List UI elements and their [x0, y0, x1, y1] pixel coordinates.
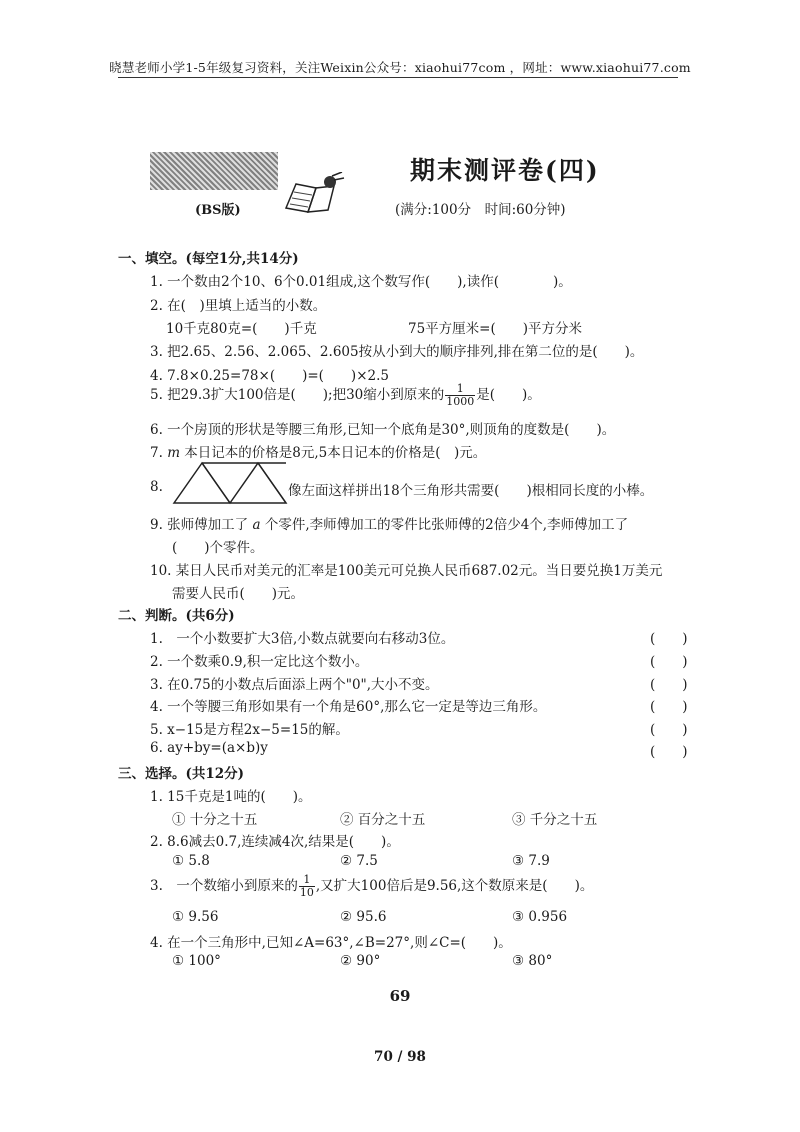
fill-q10-line2: 需要人民币( )元。: [172, 586, 305, 602]
choice-q1-opt1: ① 十分之十五: [172, 812, 258, 828]
triangle-matchstick-figure: [172, 461, 290, 505]
choice-q3: 3. 一个数缩小到原来的 $\frac{1}{10}$ ,又扩大100倍后是9.56,这个数原来是( )。: [150, 873, 594, 899]
fill-q4: 4. 7.8×0.25=78×( )=( )×2.5: [150, 368, 389, 384]
section1-heading: 一、填空。(每空1分,共14分): [118, 251, 299, 267]
edition-label: (BS版): [195, 203, 241, 218]
fill-q8-number: 8.: [150, 479, 163, 495]
fill-q2a: 10千克80克=( )千克: [166, 321, 317, 337]
exam-title: 期末测评卷(四): [410, 156, 600, 185]
choice-q2: 2. 8.6减去0.7,连续减4次,结果是( )。: [150, 834, 400, 850]
judge-q3-blank: ( ): [650, 677, 688, 693]
choice-q1-opt2: ② 百分之十五: [340, 812, 426, 828]
choice-q1: 1. 15千克是1吨的( )。: [150, 789, 312, 805]
page-header: 晓慧老师小学1-5年级复习资料，关注Weixin公众号：xiaohui77com ，网址：www.xiaohui77.com: [109, 60, 691, 75]
choice-q3-opt1: ① 9.56: [172, 909, 219, 925]
fill-q2: 2. 在( )里填上适当的小数。: [150, 298, 327, 314]
judge-q2: 2. 一个数乘0.9,积一定比这个数小。: [150, 654, 369, 670]
fill-q6: 6. 一个房顶的形状是等腰三角形,已知一个底角是30°,则顶角的度数是( )。: [150, 422, 616, 438]
choice-q4-opt2: ② 90°: [340, 953, 381, 969]
page-count: 70 / 98: [374, 1049, 426, 1065]
fraction-1-1000: $\frac{1}{1000}$: [446, 382, 475, 408]
judge-q5-blank: ( ): [650, 722, 688, 738]
choice-q4: 4. 在一个三角形中,已知∠A=63°,∠B=27°,则∠C=( )。: [150, 935, 512, 951]
choice-q2-opt2: ② 7.5: [340, 853, 378, 869]
section2-heading: 二、判断。(共6分): [118, 608, 235, 624]
choice-q1-opt3: ③ 千分之十五: [512, 812, 598, 828]
page-number: 69: [389, 987, 411, 1005]
fill-q8: 像左面这样拼出18个三角形共需要( )根相同长度的小棒。: [288, 483, 654, 499]
judge-q4-blank: ( ): [650, 699, 688, 715]
fill-q5-part1: 5. 把29.3扩大100倍是( );把30缩小到原来的: [150, 387, 445, 403]
fill-q5-part2: 是( )。: [476, 387, 541, 403]
score-time-info: (满分:100分 时间:60分钟): [395, 202, 566, 218]
judge-q5: 5. x−15是方程2x−5=15的解。: [150, 722, 349, 738]
section3-heading: 三、选择。(共12分): [118, 766, 245, 782]
fill-q9-line2: ( )个零件。: [172, 540, 264, 556]
fill-q7: 7. m 本日记本的价格是8元,5本日记本的价格是( )元。: [150, 445, 487, 461]
fill-q10-line1: 10. 某日人民币对美元的汇率是100美元可兑换人民币687.02元。当日要兑换1万美元: [150, 563, 663, 579]
book-illustration-icon: [282, 172, 346, 214]
choice-q2-opt1: ① 5.8: [172, 853, 210, 869]
scanned-logo-block: [150, 152, 278, 190]
fill-q3: 3. 把2.65、2.56、2.065、2.605按从小到大的顺序排列,排在第二位的是( )。: [150, 344, 644, 360]
choice-q4-opt3: ③ 80°: [512, 953, 553, 969]
choice-q2-opt3: ③ 7.9: [512, 853, 550, 869]
header-divider: [118, 77, 678, 78]
fill-q2b: 75平方厘米=( )平方分米: [408, 321, 583, 337]
judge-q2-blank: ( ): [650, 654, 688, 670]
judge-q6-blank: ( ): [650, 744, 688, 760]
judge-q1: 1. 一个小数要扩大3倍,小数点就要向右移动3位。: [150, 631, 455, 647]
choice-q3-opt2: ② 95.6: [340, 909, 387, 925]
judge-q6: 6. ay+by=(a×b)y: [150, 740, 268, 756]
choice-q4-opt1: ① 100°: [172, 953, 221, 969]
fraction-1-10: $\frac{1}{10}$: [299, 873, 314, 899]
fill-q1: 1. 一个数由2个10、6个0.01组成,这个数写作( ),读作( )。: [150, 274, 572, 290]
judge-q1-blank: ( ): [650, 631, 688, 647]
judge-q4: 4. 一个等腰三角形如果有一个角是60°,那么它一定是等边三角形。: [150, 699, 547, 715]
fill-q9-line1: 9. 张师傅加工了 a 个零件,李师傅加工的零件比张师傅的2倍少4个,李师傅加工了: [150, 517, 629, 533]
choice-q3-opt3: ③ 0.956: [512, 909, 568, 925]
judge-q3: 3. 在0.75的小数点后面添上两个"0",大小不变。: [150, 677, 439, 693]
fill-q5: [150, 383, 541, 408]
